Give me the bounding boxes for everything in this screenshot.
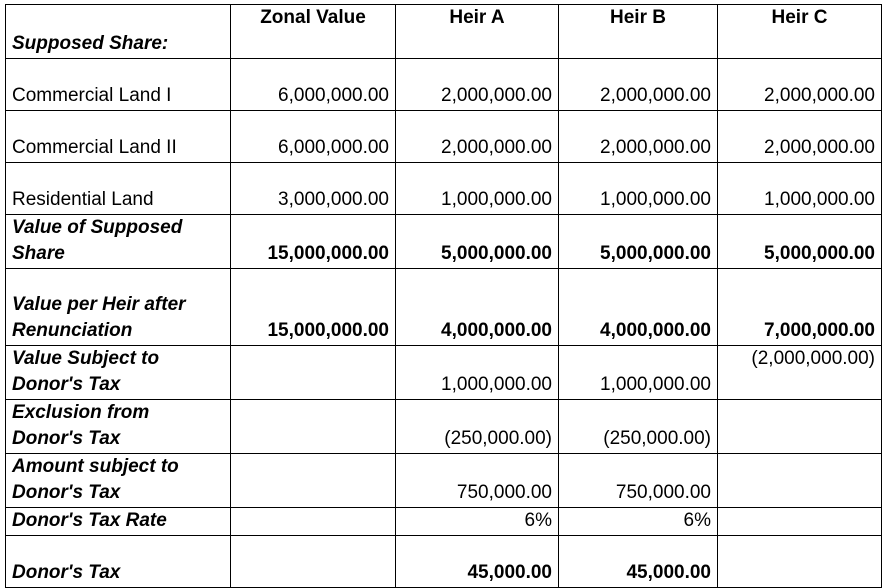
table-row bbox=[6, 400, 882, 454]
row-label: Amount subject to Donor's Tax bbox=[6, 454, 231, 508]
cell-zonal bbox=[231, 400, 396, 454]
cell-heir-c: 5,000,000.00 bbox=[718, 215, 882, 269]
cell-heir-b: 4,000,000.00 bbox=[559, 269, 718, 346]
cell-heir-a: 45,000.00 bbox=[396, 536, 559, 588]
table-row bbox=[6, 59, 882, 111]
row-label: Value Subject to Donor's Tax bbox=[6, 346, 231, 400]
cell-zonal bbox=[231, 536, 396, 588]
row-label: Commercial Land I bbox=[6, 59, 231, 111]
cell-heir-a: 4,000,000.00 bbox=[396, 269, 559, 346]
cell-heir-b: 2,000,000.00 bbox=[559, 111, 718, 163]
cell-zonal: 6,000,000.00 bbox=[231, 59, 396, 111]
table-row bbox=[6, 346, 882, 400]
cell-zonal: 6,000,000.00 bbox=[231, 111, 396, 163]
table-row bbox=[6, 536, 882, 588]
cell-heir-b: 1,000,000.00 bbox=[559, 163, 718, 215]
cell-heir-a: 5,000,000.00 bbox=[396, 215, 559, 269]
supposed-share-label: Supposed Share: bbox=[6, 5, 231, 59]
cell-heir-a: 2,000,000.00 bbox=[396, 111, 559, 163]
cell-zonal: 15,000,000.00 bbox=[231, 269, 396, 346]
table-row bbox=[6, 508, 882, 536]
header-heir-a: Heir A bbox=[396, 5, 559, 59]
table-row bbox=[6, 111, 882, 163]
cell-heir-b: 45,000.00 bbox=[559, 536, 718, 588]
cell-zonal: 15,000,000.00 bbox=[231, 215, 396, 269]
header-heir-b: Heir B bbox=[559, 5, 718, 59]
cell-heir-a: 6% bbox=[396, 508, 559, 536]
cell-zonal: 3,000,000.00 bbox=[231, 163, 396, 215]
table-row bbox=[6, 163, 882, 215]
cell-heir-a: 1,000,000.00 bbox=[396, 163, 559, 215]
cell-heir-b: 1,000,000.00 bbox=[559, 346, 718, 400]
cell-heir-b: 2,000,000.00 bbox=[559, 59, 718, 111]
cell-heir-c: 7,000,000.00 bbox=[718, 269, 882, 346]
cell-zonal bbox=[231, 508, 396, 536]
cell-heir-c bbox=[718, 508, 882, 536]
cell-heir-c: 1,000,000.00 bbox=[718, 163, 882, 215]
cell-zonal bbox=[231, 454, 396, 508]
cell-heir-b: (250,000.00) bbox=[559, 400, 718, 454]
cell-heir-b: 5,000,000.00 bbox=[559, 215, 718, 269]
cell-heir-b: 750,000.00 bbox=[559, 454, 718, 508]
table-row bbox=[6, 454, 882, 508]
header-row bbox=[6, 5, 882, 59]
cell-heir-a: 2,000,000.00 bbox=[396, 59, 559, 111]
cell-heir-c: 2,000,000.00 bbox=[718, 111, 882, 163]
header-zonal-value: Zonal Value bbox=[231, 5, 396, 59]
row-label: Exclusion from Donor's Tax bbox=[6, 400, 231, 454]
row-label: Value of Supposed Share bbox=[6, 215, 231, 269]
cell-heir-c: 2,000,000.00 bbox=[718, 59, 882, 111]
row-label: Value per Heir after Renunciation bbox=[6, 269, 231, 346]
row-label: Donor's Tax bbox=[6, 536, 231, 588]
cell-heir-c: (2,000,000.00) bbox=[718, 346, 882, 400]
cell-heir-a: 750,000.00 bbox=[396, 454, 559, 508]
cell-zonal bbox=[231, 346, 396, 400]
cell-heir-c bbox=[718, 536, 882, 588]
cell-heir-a: 1,000,000.00 bbox=[396, 346, 559, 400]
header-heir-c: Heir C bbox=[718, 5, 882, 59]
cell-heir-c bbox=[718, 454, 882, 508]
donors-tax-table bbox=[5, 4, 882, 588]
table-row bbox=[6, 215, 882, 269]
row-label: Commercial Land II bbox=[6, 111, 231, 163]
cell-heir-c bbox=[718, 400, 882, 454]
row-label: Donor's Tax Rate bbox=[6, 508, 231, 536]
row-label: Residential Land bbox=[6, 163, 231, 215]
table-row bbox=[6, 269, 882, 346]
cell-heir-b: 6% bbox=[559, 508, 718, 536]
cell-heir-a: (250,000.00) bbox=[396, 400, 559, 454]
